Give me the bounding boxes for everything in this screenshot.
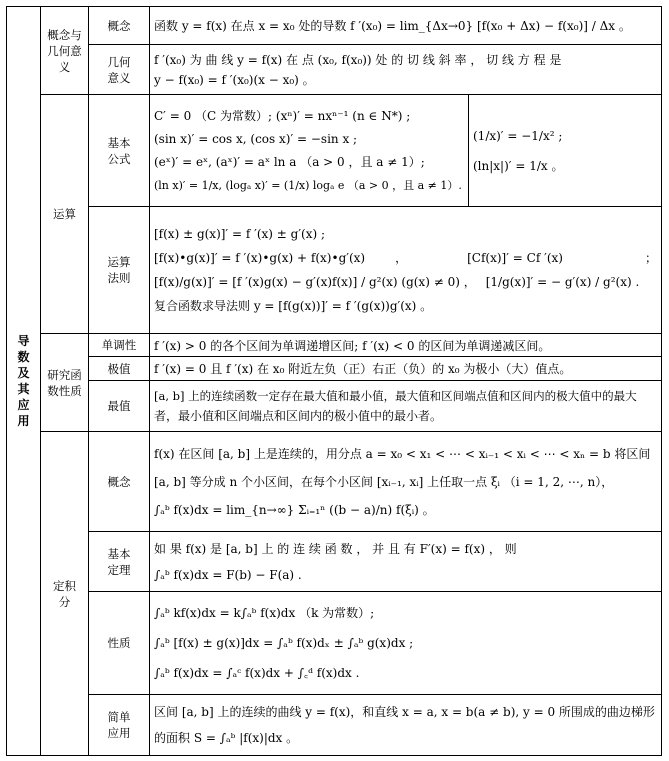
row-label-monotonic: 单调性 (101, 338, 137, 352)
integral-properties: ∫ₐᵇ kf(x)dx = k∫ₐᵇ f(x)dx （k 为常数）; ∫ₐᵇ [f(x) ± g(x)]dx = ∫ₐᵇ f(x)dₓ ± ∫ₐᵇ g(x)dx ; ∫ₐᵇ f(x)dx = ∫ₐᶜ f(x)dx + ∫꜀ᵈ f(x)dx . (154, 606, 414, 680)
geometric-meaning: f ′(x₀) 为 曲 线 y = f(x) 在 点 (x₀, f(x₀)) 处 的 切 线 斜 率 ， 切 线 方 程 是 y − f(x₀) = f ′(x₀)(x − x₀) 。 (154, 52, 562, 87)
row-label-application: 简单应用 (107, 710, 131, 740)
fundamental-theorem: 如 果 f(x) 是 [a, b] 上 的 连 续 函 数 ， 并 且 有 F′(x) = f(x) ， 则 ∫ₐᵇ f(x)dx = F(b) − F(a) . (154, 541, 517, 582)
main-category-label: 导 数 及 其 应 用 (17, 334, 30, 428)
max-min-text: [a, b] 上的连续函数一定存在最大值和最小值，最大值和区间端点值和区间内的极大值中的最大 者，最小值和区间端点和区间内的极小值中的最小者。 (154, 389, 637, 423)
group-function-properties: 研究函数性质 (47, 367, 82, 398)
row-label-integral-properties: 性质 (107, 636, 131, 650)
basic-formulas-side: (1/x)′ = −1/x² ; (ln|x|)′ = 1/x 。 (473, 128, 564, 173)
basic-formulas: C′ = 0 （C 为常数）; (xⁿ)′ = nxⁿ⁻¹ (n ∈ N*) ; (sin x)′ = cos x, (cos x)′ = −sin x ; (eˣ)′ = eˣ, (aˣ)′ = aˣ ln a （a > 0 ，且 a ≠ 1）; (ln x)′ = 1/x, (logₐ x)′ = (1/x) logₐ e （a > 0 ，且 a ≠ 1）. (154, 108, 462, 192)
row-label-integral-concept: 概念 (107, 474, 131, 489)
row-label-concept: 概念 (107, 18, 131, 33)
group-concept-geometry: 概念与几何意义 (47, 27, 82, 74)
group-operation: 运算 (53, 207, 76, 221)
row-label-fundamental: 基本定理 (107, 546, 131, 577)
integral-definition: f(x) 在区间 [a, b] 上是连续的，用分点 a = x₀ < x₁ < ⋯ < xᵢ₋₁ < xᵢ < ⋯ < xₙ = b 将区间 [a, b] 等分成 n 个小区间，在每个小区间 [xᵢ₋₁, xᵢ] 上任取一点 ξᵢ （i = 1, 2, ⋯, n）， ∫ₐᵇ f(x)dx = lim_{n→∞} Σᵢ₌₁ⁿ ((b − a)/n) f(ξᵢ) 。 (154, 446, 651, 517)
monotonicity-text: f ′(x) > 0 的各个区间为单调递增区间; f ′(x) < 0 的区间为单调递减区间。 (154, 339, 551, 353)
row-label-extreme: 极值 (107, 361, 131, 376)
group-definite-integral: 定积分 (53, 578, 76, 609)
integral-application: 区间 [a, b] 上的连续的曲线 y = f(x)，和直线 x = a, x = b(a ≠ b), y = 0 所围成的曲边梯形 的面积 S = ∫ₐᵇ |f(x)|dx 。 (154, 705, 655, 745)
row-label-rules: 运算法则 (107, 255, 131, 285)
extreme-value-text: f ′(x) = 0 且 f ′(x) 在 x₀ 附近左负（正）右正（负）的 x₀ 为极小（大）值点。 (154, 362, 572, 376)
row-label-geometry: 几何意义 (107, 54, 131, 85)
operation-rules: [f(x) ± g(x)]′ = f ′(x) ± g′(x) ; [f(x)•g(x)]′ = f ′(x)•g(x) + f(x)•g′(x) ， [Cf(x)]′ = Cf ′(x) ； [f(x)/g(x)]′ = [f ′(x)g(x) − g′(x)f(x)] / g²(x) (g(x) ≠ 0) ， [1/g(x)]′ = − g′(x) / g²(x) . 复合函数求导法则 y = [f(g(x))]′ = f ′(g(x))g′(x) 。 (154, 227, 657, 313)
row-label-basic-formulas: 基本公式 (107, 135, 131, 166)
row-label-extremum: 最值 (107, 399, 131, 413)
derivative-summary-table (6, 6, 662, 756)
derivative-definition: 函数 y = f(x) 在点 x = x₀ 处的导数 f ′(x₀) = lim_{Δx→0} [f(x₀ + Δx) − f(x₀)] / Δx 。 (154, 18, 631, 33)
